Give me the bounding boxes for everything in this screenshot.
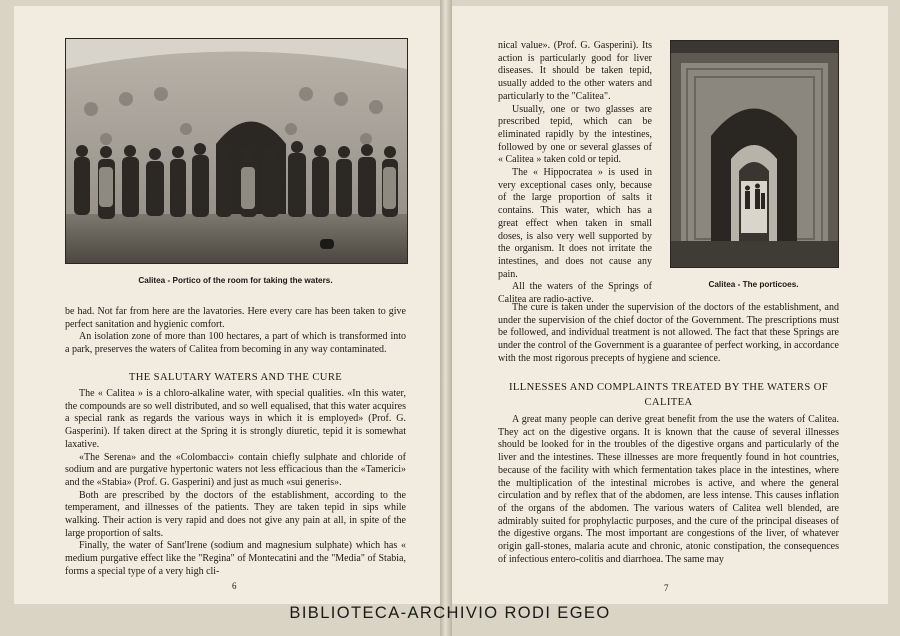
- paragraph: An isolation zone of more than 100 hectares, a part of which is transformed into a park, preserves the waters of Calitea from becoming in any way contaminated.: [65, 331, 406, 356]
- right-body-text: [498, 414, 839, 566]
- portico-photo: [65, 38, 408, 264]
- paragraph: The « Calitea » is a chloro-alkaline water, with special qualities. «In this water, the compounds are so well distributed, and so well equalised, that this water acquires a special rank as regards the various ways in which it is employed» (Prof. G. Gasperini). If taken direct at the Spring it is strongly diuretic, tepid it is somewhat laxative.: [65, 388, 406, 450]
- paragraph: The cure is taken under the supervision of the doctors of the establishment, and under the supervision of the chief doctor of the Government. The prescriptions must be followed, and individual treatment is not allowed. The fact that these Springs are under the control of the Government is a guarantee of perfect working, in accordance with the most rigorous precepts of hygiene and science.: [498, 302, 839, 364]
- paragraph: Usually, one or two glasses are prescribed tepid, which can be eliminated rapidly by the intestines, followed by one or several glasses of « Calitea » taken cold or tepid.: [498, 103, 652, 166]
- paragraph: A great many people can derive great benefit from the use the waters of Calitea. They act on the digestive organs. It is known that the cause of several illnesses should be looked for in the troubles of the digestive organs and particularly of the liver and the intestines. These illnesses are more frequently found in hot countries, because of the facility with which fermentation takes place in the intestines, where the multiplication of the intestinal microbes is active, and where the general circulation and by reflex that of the abdomen, are less intense. This causes inflation of the organs of the abdomen. The various waters of Calitea well blended, are admirably suited for prophylactic purposes, and the cure of the principal diseases of the digestive organs. The most important are congestions of the liver, of whatever origin gall-stones, malaria acute and chronic, atonic constipation, the consequences of infectious entero-colitis and diarrhoea. The same may: [498, 414, 839, 565]
- paragraph: nical value». (Prof. G. Gasperini). Its action is particularly good for liver diseases. It should be taken tepid, usually added to the other waters and particularly to the "Calitea".: [498, 40, 652, 102]
- archive-watermark: BIBLIOTECA-ARCHIVIO RODI EGEO: [289, 604, 611, 622]
- paragraph: «The Serena» and the «Colombacci» contain chiefly sulphate and chloride of sodium and are purgative hypertonic waters not less efficacious than the «Tamerici» and the «Stabia» (Prof. G. Gasperini) and just as much «sui generis».: [65, 451, 406, 488]
- section-heading: THE SALUTARY WATERS AND THE CURE: [128, 372, 343, 383]
- book-gutter: [440, 0, 452, 636]
- left-photo-caption: Calitea - Portico of the room for taking the waters.: [138, 276, 333, 285]
- page-number: 7: [664, 583, 669, 593]
- porticoes-photo: [670, 40, 839, 268]
- right-photo-caption: Calitea - The porticoes.: [708, 280, 799, 289]
- paragraph: All the waters of the Springs of Calitea are radio-active.: [498, 281, 652, 306]
- paragraph: The « Hippocratea » is used in very exceptional cases only, because of the large proportion of salts it contains. This water, which has a great effect when taken in small doses, is also very well supported by the organism. It does not irritate the intestines, and does not cause any pain.: [498, 167, 652, 280]
- paragraph: Both are prescribed by the doctors of the establishment, according to the temperament, and illnesses of the patients. They are taken tepid in sips while walking. Their action is very rapid and does not give any pain at all, in spite of the large proportion of salts.: [65, 489, 406, 539]
- left-intro-text: [65, 306, 406, 357]
- paragraph: be had. Not far from here are the lavatories. Here every care has been taken to give perfect sanitation and hygienic comfort.: [65, 306, 406, 330]
- right-column-text: [498, 40, 652, 307]
- page-number: 6: [232, 581, 237, 591]
- left-body-text: [65, 388, 406, 579]
- paragraph: Finally, the water of Sant'Irene (sodium and magnesium sulphate) which has « medium purgative effect like the "Regina" of Montecatini and the "Media" of Stabia, forms a special type of a very high cli-: [65, 540, 406, 577]
- section-heading: ILLNESSES AND COMPLAINTS TREATED BY THE WATERS OF CALITEA: [508, 382, 829, 408]
- right-full-text: [498, 302, 839, 366]
